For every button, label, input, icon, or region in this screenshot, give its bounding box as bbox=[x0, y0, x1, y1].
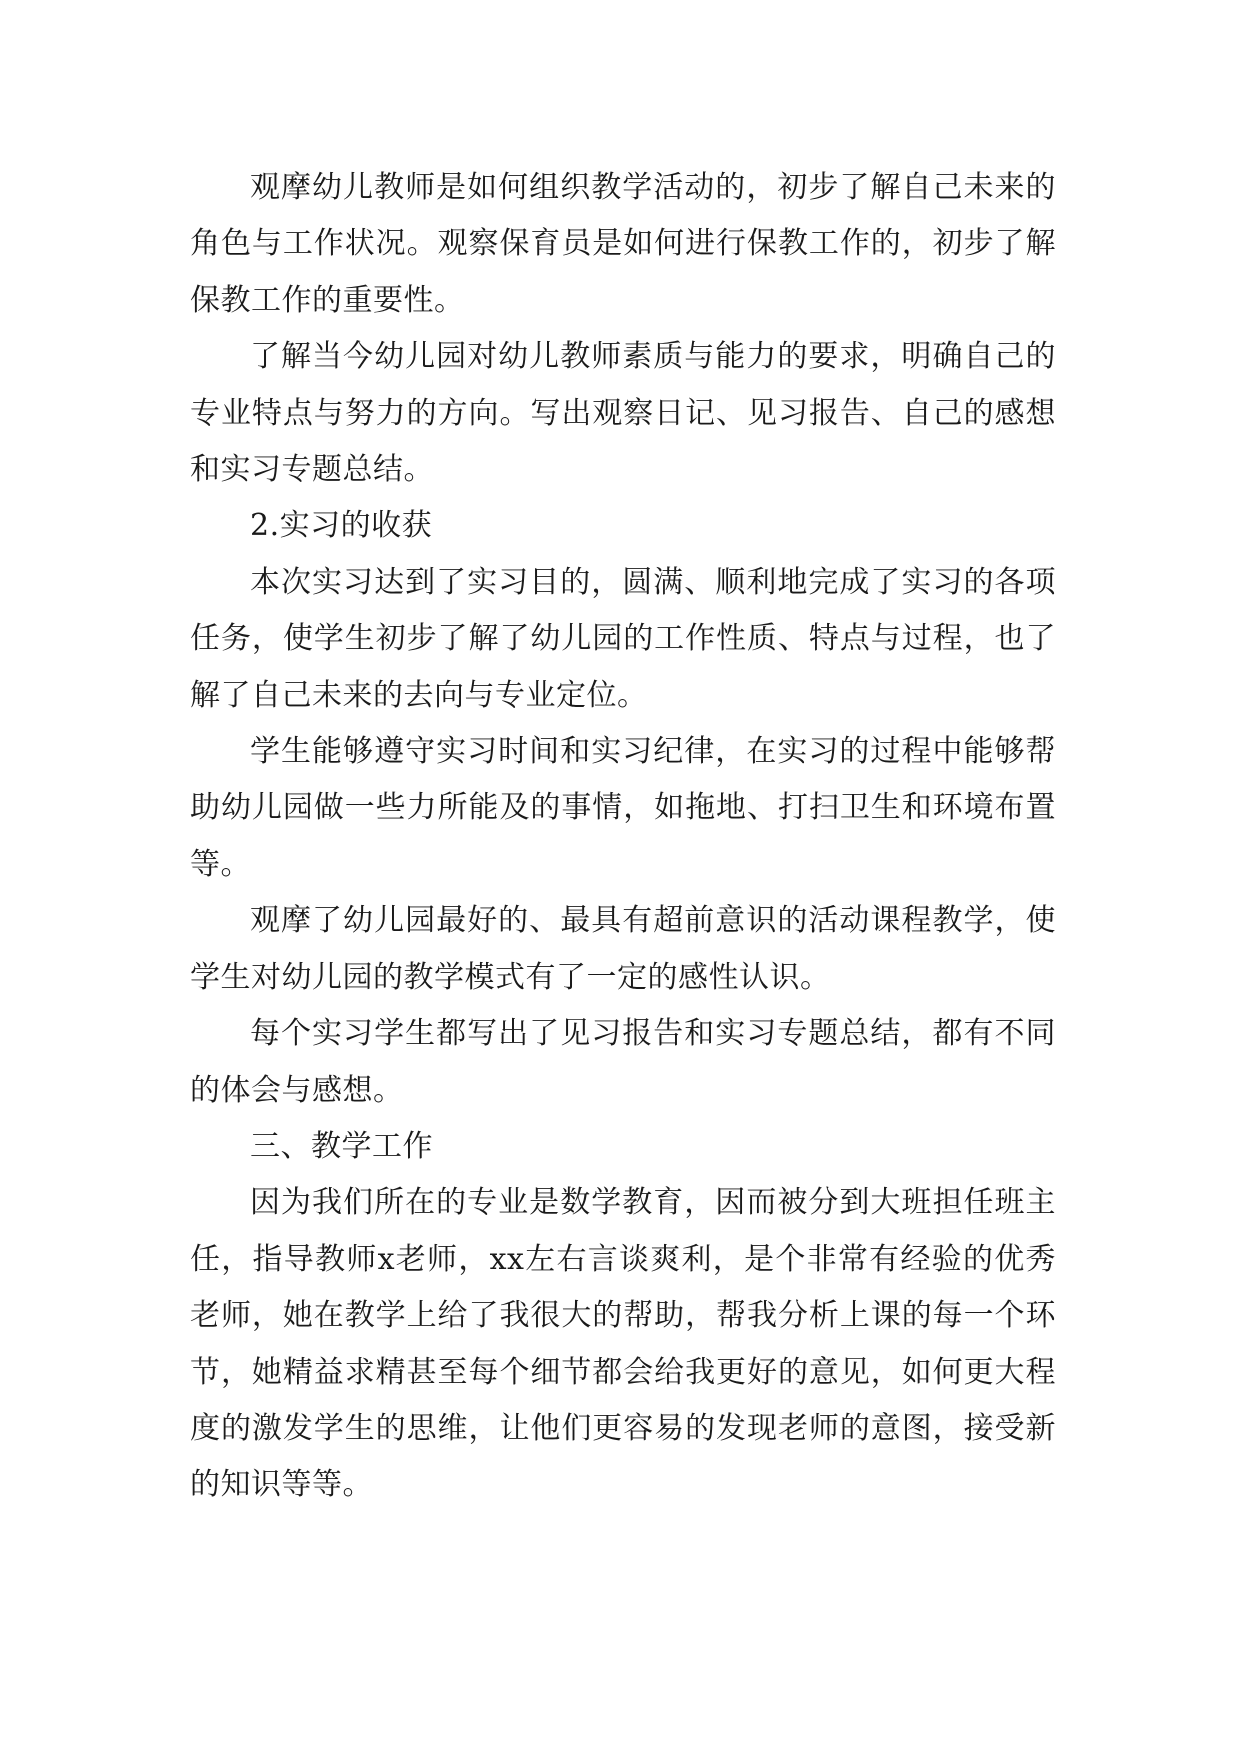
document-body bbox=[190, 160, 1056, 1514]
paragraph-internship-goals-achieved: 本次实习达到了实习目的，圆满、顺利地完成了实习的各项任务，使学生初步了解了幼儿园的工作性质、特点与过程，也了解了自己未来的去向与专业定位。 bbox=[190, 564, 1056, 713]
paragraph-understand-requirements: 了解当今幼儿园对幼儿教师素质与能力的要求，明确自己的专业特点与努力的方向。写出观察日记、见习报告、自己的感想和实习专题总结。 bbox=[190, 339, 1056, 488]
paragraph-observed-courses: 观摩了幼儿园最好的、最具有超前意识的活动课程教学，使学生对幼儿园的教学模式有了一定的感性认识。 bbox=[190, 903, 1056, 995]
section-heading-teaching-work: 三、教学工作 bbox=[250, 1128, 433, 1164]
paragraph-teaching-work: 因为我们所在的专业是数学教育，因而被分到大班担任班主任，指导教师x老师，xx左右言谈爽利，是个非常有经验的优秀老师，她在教学上给了我很大的帮助，帮我分析上课的每一个环节，她精益求精甚至每个细节都会给我更好的意见，如何更大程度的激发学生的思维，让他们更容易的发现老师的意图，接受新的知识等等。 bbox=[190, 1185, 1056, 1503]
paragraph-discipline: 学生能够遵守实习时间和实习纪律，在实习的过程中能够帮助幼儿园做一些力所能及的事情，如拖地、打扫卫生和环境布置等。 bbox=[190, 734, 1056, 882]
paragraph-reports-written: 每个实习学生都写出了见习报告和实习专题总结，都有不同的体会与感想。 bbox=[190, 1016, 1056, 1108]
section-heading-internship-gains: 2.实习的收获 bbox=[250, 508, 433, 544]
paragraph-observe-teachers: 观摩幼儿教师是如何组织教学活动的，初步了解自己未来的角色与工作状况。观察保育员是如何进行保教工作的，初步了解保教工作的重要性。 bbox=[190, 170, 1056, 318]
